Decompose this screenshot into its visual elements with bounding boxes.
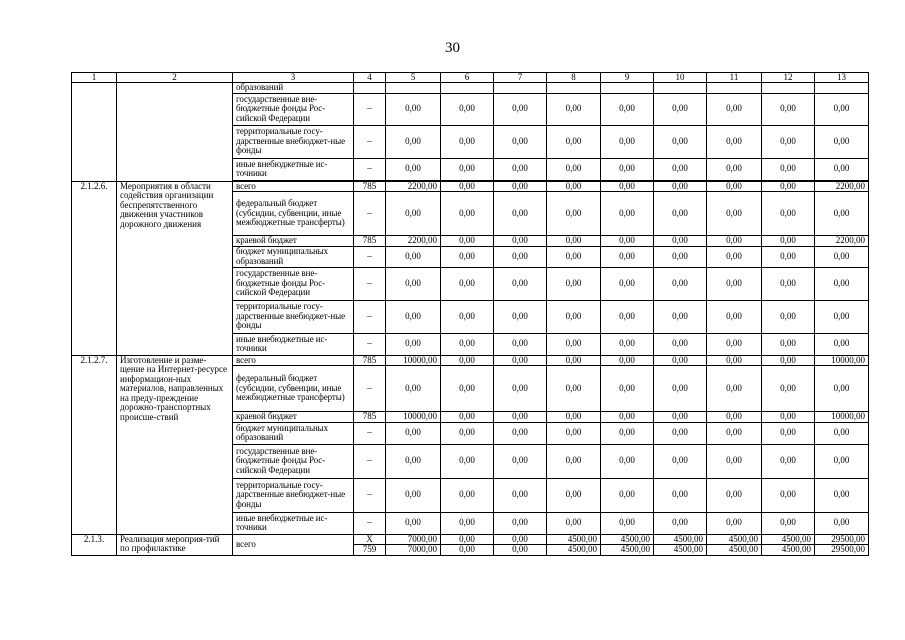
- value-cell: 0,00: [654, 158, 707, 180]
- value-cell: 0,00: [601, 125, 654, 158]
- source-cell: федеральный бюджет (субсидии, субвенции, иные межбюджетные трансферты): [233, 192, 354, 236]
- value-cell: 0,00: [386, 478, 441, 512]
- value-cell: 0,00: [762, 355, 815, 366]
- value-cell: 0,00: [654, 125, 707, 158]
- source-cell: краевой бюджет: [233, 412, 354, 423]
- value-cell: 0,00: [654, 93, 707, 125]
- value-cell: 0,00: [707, 412, 762, 423]
- code-cell: 759: [354, 545, 386, 556]
- value-cell: 0,00: [494, 545, 547, 556]
- value-cell: 0,00: [762, 236, 815, 247]
- value-cell: 0,00: [654, 478, 707, 512]
- value-cell: 0,00: [386, 366, 441, 412]
- source-cell: государственные вне-бюджетные фонды Рос-сийской Федерации: [233, 444, 354, 478]
- item-number: 2.1.2.7.: [72, 355, 117, 534]
- source-cell: всего: [233, 355, 354, 366]
- value-cell: 0,00: [601, 181, 654, 192]
- value-cell: 0,00: [547, 125, 601, 158]
- code-cell: 785: [354, 412, 386, 423]
- value-cell: 0,00: [494, 422, 547, 444]
- value-cell: 0,00: [815, 158, 869, 180]
- code-cell: 785: [354, 181, 386, 192]
- code-cell: –: [354, 512, 386, 534]
- continued-name-cell: [117, 83, 233, 182]
- value-cell: 0,00: [707, 246, 762, 267]
- value-cell: 0,00: [494, 355, 547, 366]
- value-cell: 0,00: [441, 355, 494, 366]
- value-cell: 0,00: [441, 366, 494, 412]
- table-row: [72, 355, 869, 366]
- value-cell: 0,00: [762, 422, 815, 444]
- code-cell: –: [354, 422, 386, 444]
- value-cell: 0,00: [654, 444, 707, 478]
- column-numbers-row: [72, 73, 869, 83]
- value-cell: 0,00: [441, 333, 494, 355]
- column-number: 2: [117, 73, 233, 83]
- value-cell: 0,00: [547, 181, 601, 192]
- value-cell: 0,00: [601, 444, 654, 478]
- value-cell: 0,00: [386, 125, 441, 158]
- value-cell: 0,00: [762, 333, 815, 355]
- value-cell: 0,00: [441, 422, 494, 444]
- value-cell: 0,00: [762, 267, 815, 300]
- source-cell: образований: [233, 83, 354, 94]
- item-name: Изготовление и разме-щение на Интернет-ресурсе информацион-ных материалов, направленных на преду-преждение дорожно-транспортных происше-ствий: [117, 355, 233, 534]
- value-cell: 0,00: [601, 478, 654, 512]
- source-cell: государственные вне-бюджетные фонды Рос-сийской Федерации: [233, 267, 354, 300]
- value-cell: 4500,00: [762, 534, 815, 545]
- source-cell: всего: [233, 534, 354, 555]
- value-cell: 0,00: [601, 300, 654, 333]
- table-row: [72, 181, 869, 192]
- source-cell: территориальные госу-дарственные внебюджет-ные фонды: [233, 300, 354, 333]
- value-cell: 0,00: [547, 267, 601, 300]
- value-cell: 0,00: [601, 422, 654, 444]
- value-cell: 10000,00: [386, 355, 441, 366]
- value-cell: 4500,00: [547, 534, 601, 545]
- value-cell: 0,00: [494, 125, 547, 158]
- source-cell: бюджет муниципальных образований: [233, 246, 354, 267]
- value-cell: 0,00: [815, 422, 869, 444]
- column-number: 8: [547, 73, 601, 83]
- value-cell: 0,00: [547, 366, 601, 412]
- value-cell: 0,00: [494, 333, 547, 355]
- value-cell: 0,00: [707, 444, 762, 478]
- value-cell: 0,00: [494, 181, 547, 192]
- value-cell: 4500,00: [654, 545, 707, 556]
- value-cell: 0,00: [707, 366, 762, 412]
- value-cell: 7000,00: [386, 545, 441, 556]
- value-cell: 0,00: [386, 333, 441, 355]
- value-cell: 0,00: [815, 125, 869, 158]
- table-row: [72, 534, 869, 545]
- value-cell: 0,00: [386, 444, 441, 478]
- value-cell: 0,00: [762, 512, 815, 534]
- code-cell: –: [354, 444, 386, 478]
- source-cell: краевой бюджет: [233, 236, 354, 247]
- value-cell: 0,00: [386, 192, 441, 236]
- source-cell: всего: [233, 181, 354, 192]
- value-cell: 0,00: [441, 444, 494, 478]
- value-cell: 0,00: [707, 512, 762, 534]
- continued-number-cell: [72, 83, 117, 182]
- page-number: 30: [445, 40, 460, 56]
- value-cell: 0,00: [494, 412, 547, 423]
- value-cell: 0,00: [815, 93, 869, 125]
- value-cell: 0,00: [654, 355, 707, 366]
- code-cell: –: [354, 478, 386, 512]
- value-cell: 4500,00: [707, 545, 762, 556]
- source-cell: федеральный бюджет (субсидии, субвенции, иные межбюджетные трансферты): [233, 366, 354, 412]
- value-cell: 0,00: [762, 366, 815, 412]
- value-cell: 0,00: [601, 267, 654, 300]
- value-cell: 0,00: [762, 181, 815, 192]
- value-cell: 0,00: [815, 366, 869, 412]
- value-cell: 0,00: [654, 300, 707, 333]
- value-cell: 0,00: [601, 512, 654, 534]
- column-number: 10: [654, 73, 707, 83]
- value-cell: 0,00: [494, 512, 547, 534]
- value-cell: 0,00: [547, 333, 601, 355]
- column-number: 7: [494, 73, 547, 83]
- code-cell: –: [354, 246, 386, 267]
- value-cell: 0,00: [494, 366, 547, 412]
- value-cell: 0,00: [601, 158, 654, 180]
- value-cell: 4500,00: [762, 545, 815, 556]
- value-cell: 4500,00: [707, 534, 762, 545]
- value-cell: 0,00: [494, 534, 547, 545]
- table-row: [72, 83, 869, 94]
- value-cell: 0,00: [441, 512, 494, 534]
- value-cell: 0,00: [815, 478, 869, 512]
- value-cell: 0,00: [441, 158, 494, 180]
- value-cell: 0,00: [654, 366, 707, 412]
- value-cell: 4500,00: [601, 545, 654, 556]
- column-number: 3: [233, 73, 354, 83]
- code-cell: –: [354, 125, 386, 158]
- code-cell: 785: [354, 355, 386, 366]
- source-cell: территориальные госу-дарственные внебюджет-ные фонды: [233, 125, 354, 158]
- value-cell: 0,00: [707, 125, 762, 158]
- value-cell: 0,00: [707, 355, 762, 366]
- value-cell: 0,00: [707, 300, 762, 333]
- value-cell: 0,00: [815, 300, 869, 333]
- value-cell: 0,00: [601, 333, 654, 355]
- source-cell: государственные вне-бюджетные фонды Рос-сийской Федерации: [233, 93, 354, 125]
- value-cell: 0,00: [547, 412, 601, 423]
- value-cell: 0,00: [601, 246, 654, 267]
- value-cell: 0,00: [707, 236, 762, 247]
- value-cell: 0,00: [547, 192, 601, 236]
- value-cell: 0,00: [654, 267, 707, 300]
- source-cell: иные внебюджетные ис-точники: [233, 512, 354, 534]
- value-cell: 7000,00: [386, 534, 441, 545]
- value-cell: 0,00: [815, 267, 869, 300]
- value-cell: 0,00: [601, 93, 654, 125]
- value-cell: 10000,00: [815, 412, 869, 423]
- value-cell: 0,00: [707, 478, 762, 512]
- value-cell: 0,00: [654, 333, 707, 355]
- value-cell: 0,00: [547, 246, 601, 267]
- value-cell: 0,00: [386, 300, 441, 333]
- value-cell: 29500,00: [815, 545, 869, 556]
- value-cell: 0,00: [707, 93, 762, 125]
- value-cell: 0,00: [494, 236, 547, 247]
- value-cell: 0,00: [654, 192, 707, 236]
- value-cell: 0,00: [494, 246, 547, 267]
- code-cell: –: [354, 333, 386, 355]
- value-cell: 0,00: [547, 422, 601, 444]
- value-cell: 0,00: [707, 422, 762, 444]
- value-cell: 0,00: [707, 158, 762, 180]
- value-cell: 0,00: [601, 366, 654, 412]
- code-cell: –: [354, 300, 386, 333]
- value-cell: 0,00: [762, 478, 815, 512]
- value-cell: 0,00: [547, 512, 601, 534]
- value-cell: 0,00: [494, 300, 547, 333]
- value-cell: 0,00: [762, 93, 815, 125]
- value-cell: 0,00: [386, 246, 441, 267]
- value-cell: 4500,00: [547, 545, 601, 556]
- value-cell: 0,00: [547, 300, 601, 333]
- value-cell: 0,00: [762, 444, 815, 478]
- value-cell: 0,00: [494, 444, 547, 478]
- value-cell: 0,00: [441, 534, 494, 545]
- value-cell: 0,00: [386, 158, 441, 180]
- value-cell: 0,00: [441, 246, 494, 267]
- code-cell: Х: [354, 534, 386, 545]
- code-cell: –: [354, 93, 386, 125]
- value-cell: 0,00: [441, 545, 494, 556]
- value-cell: 0,00: [386, 512, 441, 534]
- value-cell: 0,00: [386, 422, 441, 444]
- value-cell: 0,00: [601, 236, 654, 247]
- value-cell: 0,00: [654, 246, 707, 267]
- code-cell: –: [354, 366, 386, 412]
- column-number: 12: [762, 73, 815, 83]
- value-cell: 0,00: [494, 267, 547, 300]
- code-cell: 785: [354, 236, 386, 247]
- value-cell: 0,00: [494, 158, 547, 180]
- value-cell: 0,00: [762, 300, 815, 333]
- column-number: 9: [601, 73, 654, 83]
- code-cell: –: [354, 158, 386, 180]
- source-cell: иные внебюджетные ис-точники: [233, 158, 354, 180]
- value-cell: 0,00: [386, 93, 441, 125]
- value-cell: 0,00: [762, 192, 815, 236]
- value-cell: 10000,00: [386, 412, 441, 423]
- value-cell: 2200,00: [815, 236, 869, 247]
- value-cell: 0,00: [815, 512, 869, 534]
- value-cell: 0,00: [441, 125, 494, 158]
- value-cell: 0,00: [441, 478, 494, 512]
- value-cell: 4500,00: [654, 534, 707, 545]
- column-number: 6: [441, 73, 494, 83]
- value-cell: 2200,00: [815, 181, 869, 192]
- value-cell: 0,00: [441, 93, 494, 125]
- column-number: 4: [354, 73, 386, 83]
- value-cell: 0,00: [762, 246, 815, 267]
- value-cell: 0,00: [654, 422, 707, 444]
- value-cell: 0,00: [815, 192, 869, 236]
- value-cell: 0,00: [386, 267, 441, 300]
- value-cell: 0,00: [762, 158, 815, 180]
- source-cell: бюджет муниципальных образований: [233, 422, 354, 444]
- value-cell: 0,00: [601, 192, 654, 236]
- value-cell: 0,00: [494, 478, 547, 512]
- value-cell: 0,00: [441, 300, 494, 333]
- value-cell: 0,00: [707, 181, 762, 192]
- value-cell: 0,00: [707, 333, 762, 355]
- value-cell: 0,00: [815, 246, 869, 267]
- value-cell: 0,00: [654, 181, 707, 192]
- value-cell: 0,00: [547, 158, 601, 180]
- value-cell: 0,00: [547, 355, 601, 366]
- item-number: 2.1.3.: [72, 534, 117, 555]
- value-cell: 0,00: [707, 192, 762, 236]
- value-cell: 0,00: [707, 267, 762, 300]
- value-cell: 2200,00: [386, 181, 441, 192]
- value-cell: 0,00: [494, 192, 547, 236]
- value-cell: 10000,00: [815, 355, 869, 366]
- value-cell: 0,00: [601, 355, 654, 366]
- value-cell: 0,00: [547, 236, 601, 247]
- value-cell: 2200,00: [386, 236, 441, 247]
- item-number: 2.1.2.6.: [72, 181, 117, 355]
- item-name: Мероприятия в области содействия организации беспрепятственного движения участников дорожного движения: [117, 181, 233, 355]
- value-cell: 0,00: [441, 412, 494, 423]
- value-cell: 0,00: [762, 125, 815, 158]
- value-cell: 0,00: [815, 333, 869, 355]
- value-cell: 0,00: [654, 412, 707, 423]
- column-number: 5: [386, 73, 441, 83]
- value-cell: 0,00: [441, 192, 494, 236]
- value-cell: 29500,00: [815, 534, 869, 545]
- value-cell: 0,00: [762, 412, 815, 423]
- value-cell: 4500,00: [601, 534, 654, 545]
- value-cell: 0,00: [441, 181, 494, 192]
- value-cell: 0,00: [494, 93, 547, 125]
- source-cell: территориальные госу-дарственные внебюджет-ные фонды: [233, 478, 354, 512]
- value-cell: 0,00: [654, 236, 707, 247]
- value-cell: 0,00: [815, 444, 869, 478]
- column-number: 13: [815, 73, 869, 83]
- code-cell: –: [354, 267, 386, 300]
- code-cell: –: [354, 192, 386, 236]
- value-cell: 0,00: [547, 444, 601, 478]
- budget-table: [71, 72, 869, 556]
- column-number: 1: [72, 73, 117, 83]
- column-number: 11: [707, 73, 762, 83]
- value-cell: 0,00: [654, 512, 707, 534]
- value-cell: 0,00: [441, 236, 494, 247]
- value-cell: 0,00: [441, 267, 494, 300]
- item-name: Реализация мероприя-тий по профилактике: [117, 534, 233, 555]
- value-cell: 0,00: [547, 478, 601, 512]
- source-cell: иные внебюджетные ис-точники: [233, 333, 354, 355]
- value-cell: 0,00: [601, 412, 654, 423]
- value-cell: 0,00: [547, 93, 601, 125]
